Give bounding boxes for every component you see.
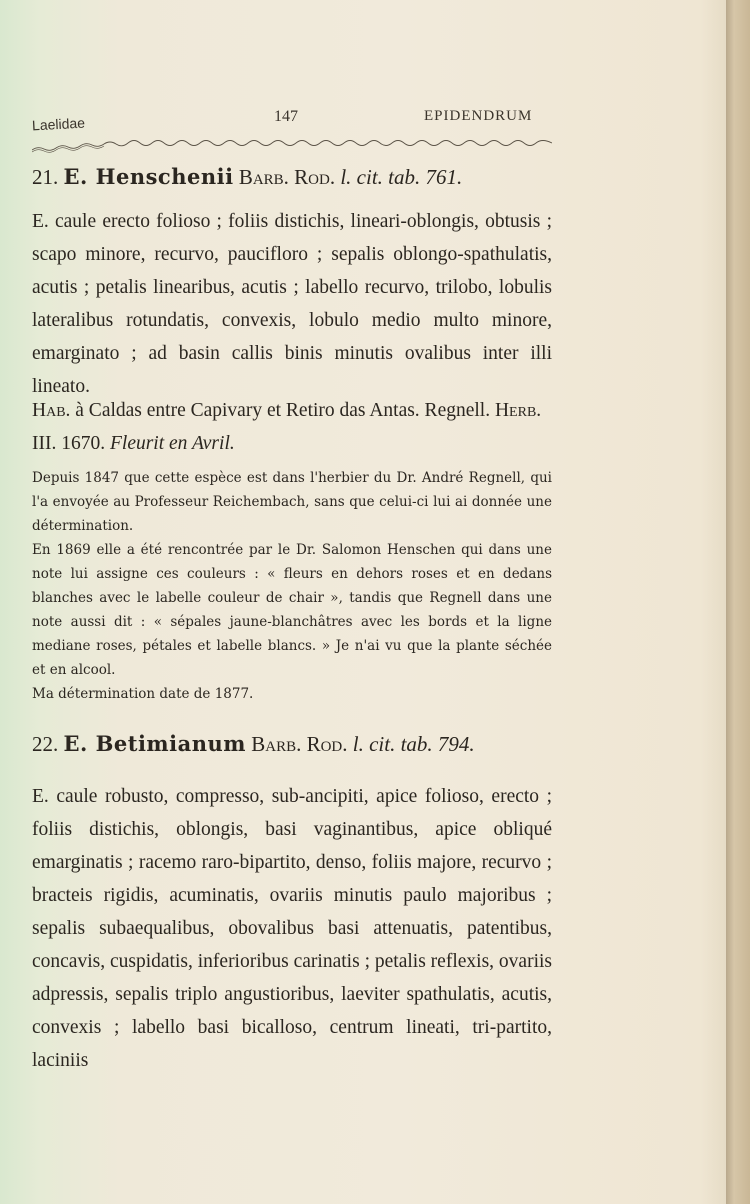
species-21-reference: l. cit. tab. 761.	[340, 165, 463, 189]
running-header-family: Laelidae	[31, 114, 86, 134]
herbarium-ref: Herb. III. 1670.	[32, 400, 542, 454]
habitat-label: Hab.	[32, 400, 71, 421]
note-paragraph: Depuis 1847 que cette espèce est dans l'herbier du Dr. André Regnell, qui l'a envoyée au Professeur Reichembach, sans que celui-ci lui ai donnée une détermination.	[32, 470, 552, 534]
species-21-name: E. Henschenii	[63, 164, 234, 189]
flowering-time: Fleurit en Avril.	[109, 433, 235, 454]
species-22-number: 22.	[32, 732, 59, 756]
page-edge	[726, 0, 750, 1204]
species-21-habitat	[32, 394, 552, 460]
running-header-genus: EPIDENDRUM	[424, 108, 533, 124]
species-22-name: E. Betimianum	[63, 731, 246, 756]
species-21-number: 21.	[32, 165, 59, 189]
species-22-description: E. caule robusto, compresso, sub-ancipiti, apice folioso, erecto ; foliis distichis, oblongis, basi vaginantibus, apice obliqué emarginatis ; racemo raro-bipartito, denso, foliis majore, recurvo ; bracteis rigidis, acuminatis, ovariis minutis paulo majoribus ; sepalis subaequalibus, obovalibus basi attenuatis, patentibus, concavis, cuspidatis, inferioribus carinatis ; petalis reflexis, ovariis adpressis, sepalis triplo angustioribus, laeviter spathulatis, acutis, convexis ; labello basi bicalloso, centrum lineati, tri-partito, laciniis	[32, 786, 552, 1071]
page-number: 147	[274, 108, 298, 125]
species-21-heading	[32, 163, 552, 191]
habitat-text: à Caldas entre Capivary et Retiro das Antas. Regnell.	[75, 400, 491, 421]
species-22-authority: Barb. Rod.	[251, 732, 348, 756]
note-paragraph: En 1869 elle a été rencontrée par le Dr. Salomon Henschen qui dans une note lui assigne ces couleurs : « fleurs en dehors roses et en dedans blanches avec le labelle couleur de chair », tandis que Regnell dans une note aussi dit : « sépales jaune-blanchâtres avec les bords et la ligne mediane roses, pétales et labelle blancs. » Je n'ai vu que la plante séchée et en alcool.	[32, 542, 552, 678]
species-21-authority: Barb. Rod.	[238, 165, 336, 189]
species-21-notes	[32, 466, 552, 706]
species-22-heading	[32, 730, 552, 758]
note-paragraph: Ma détermination date de 1877.	[32, 686, 254, 702]
species-22-reference: l. cit. tab. 794.	[352, 732, 475, 756]
header-wavy-rule	[32, 138, 552, 154]
species-21-description: E. caule erecto folioso ; foliis distichis, lineari-oblongis, obtusis ; scapo minore, recurvo, paucifloro ; sepalis oblongo-spathulatis, acutis ; petalis linearibus, acutis ; labello recurvo, trilobo, lobulis lateralibus rotundatis, convexis, lobulo medio multo minore, emarginato ; ad basin callis binis minutis ovalibus inter illi lineato.	[32, 211, 552, 397]
